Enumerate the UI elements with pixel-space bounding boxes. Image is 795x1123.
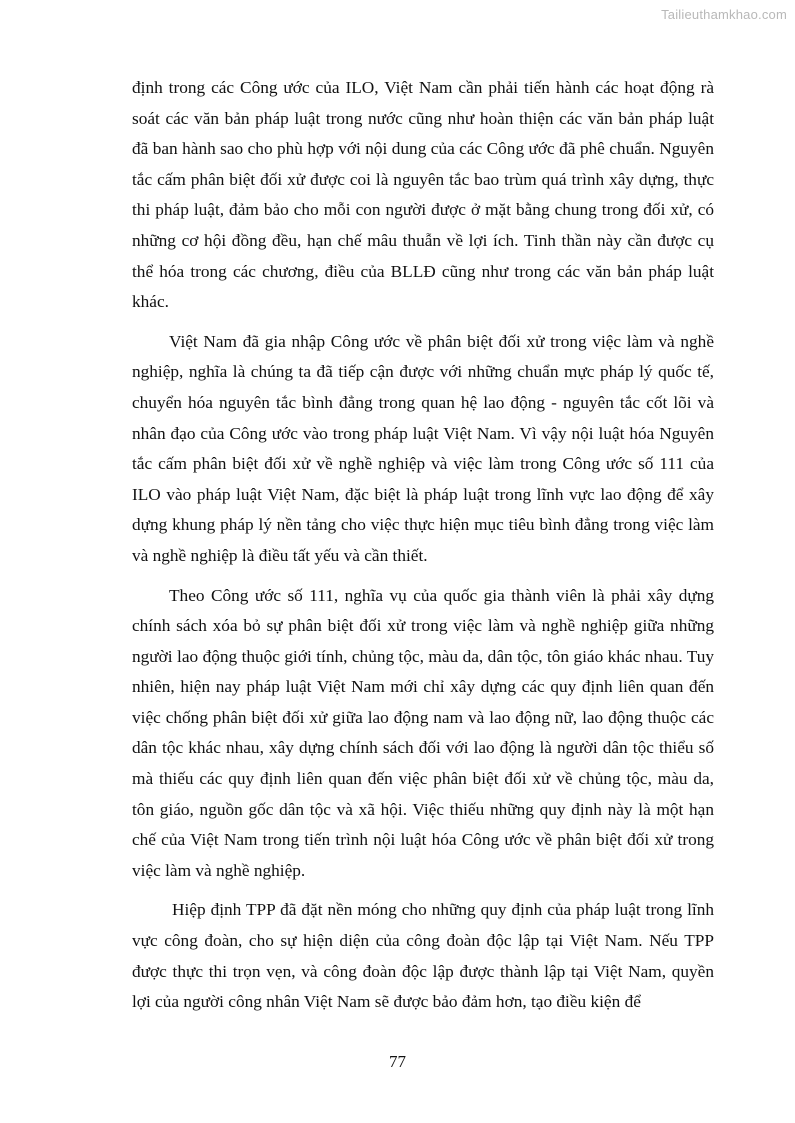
paragraph-tpp: Hiệp định TPP đã đặt nền móng cho những quy định của pháp luật trong lĩnh vực công đoàn, cho sự hiện diện của công đoàn độc lập tại Việt Nam. Nếu TPP được thực thi trọn vẹn, và công đoàn độc lập được thành lập tại Việt Nam, quyền lợi của người công nhân Việt Nam sẽ được bảo đảm hơn, tạo điều kiện để — [132, 900, 714, 1012]
paragraph-convention-111: Theo Công ước số 111, nghĩa vụ của quốc gia thành viên là phải xây dựng chính sách xóa bỏ sự phân biệt đối xử trong việc làm và nghề nghiệp giữa những người lao động thuộc giới tính, chủng tộc, màu da, dân tộc, tôn giáo khác nhau. Tuy nhiên, hiện nay pháp luật Việt Nam mới chỉ xây dựng các quy định liên quan đến việc chống phân biệt đối xử giữa lao động nam và lao động nữ, lao động thuộc các dân tộc khác nhau, xây dựng chính sách đối với lao động là người dân tộc thiểu số mà thiếu các quy định liên quan đến việc phân biệt đối xử về chủng tộc, màu da, tôn giáo, nguồn gốc dân tộc và xã hội. Việc thiếu những quy định này là một hạn chế của Việt Nam trong tiến trình nội luật hóa Công ước về phân biệt đối xử trong việc làm và nghề nghiệp. — [132, 585, 714, 880]
document-body — [132, 73, 714, 1018]
page-number: 77 — [389, 1052, 406, 1071]
paragraph-vietnam-convention: Việt Nam đã gia nhập Công ước về phân biệt đối xử trong việc làm và nghề nghiệp, nghĩa là chúng ta đã tiếp cận được với những chuẩn mực pháp lý quốc tế, chuyển hóa nguyên tắc bình đẳng trong quan hệ lao động - nguyên tắc cốt lõi và nhân đạo của Công ước vào trong pháp luật Việt Nam. Vì vậy nội luật hóa Nguyên tắc cấm phân biệt đối xử về nghề nghiệp và việc làm trong Công ước số 111 của ILO vào pháp luật Việt Nam, đặc biệt là pháp luật trong lĩnh vực lao động để xây dựng khung pháp lý nền tảng cho việc thực hiện mục tiêu bình đẳng trong việc làm và nghề nghiệp là điều tất yếu và cần thiết. — [132, 331, 714, 565]
paragraph-continuation: định trong các Công ước của ILO, Việt Nam cần phải tiến hành các hoạt động rà soát các văn bản pháp luật trong nước cũng như hoàn thiện các văn bản pháp luật đã ban hành sao cho phù hợp với nội dung của các Công ước đã phê chuẩn. Nguyên tắc cấm phân biệt đối xử được coi là nguyên tắc bao trùm quá trình xây dựng, thực thi pháp luật, đảm bảo cho mỗi con người được ở mặt bằng chung trong đối xử, có những cơ hội đồng đều, hạn chế mâu thuẫn về lợi ích. Tinh thần này cần được cụ thể hóa trong các chương, điều của BLLĐ cũng như trong các văn bản pháp luật khác. — [132, 78, 714, 312]
watermark: Tailieuthamkhao.com — [661, 7, 787, 22]
